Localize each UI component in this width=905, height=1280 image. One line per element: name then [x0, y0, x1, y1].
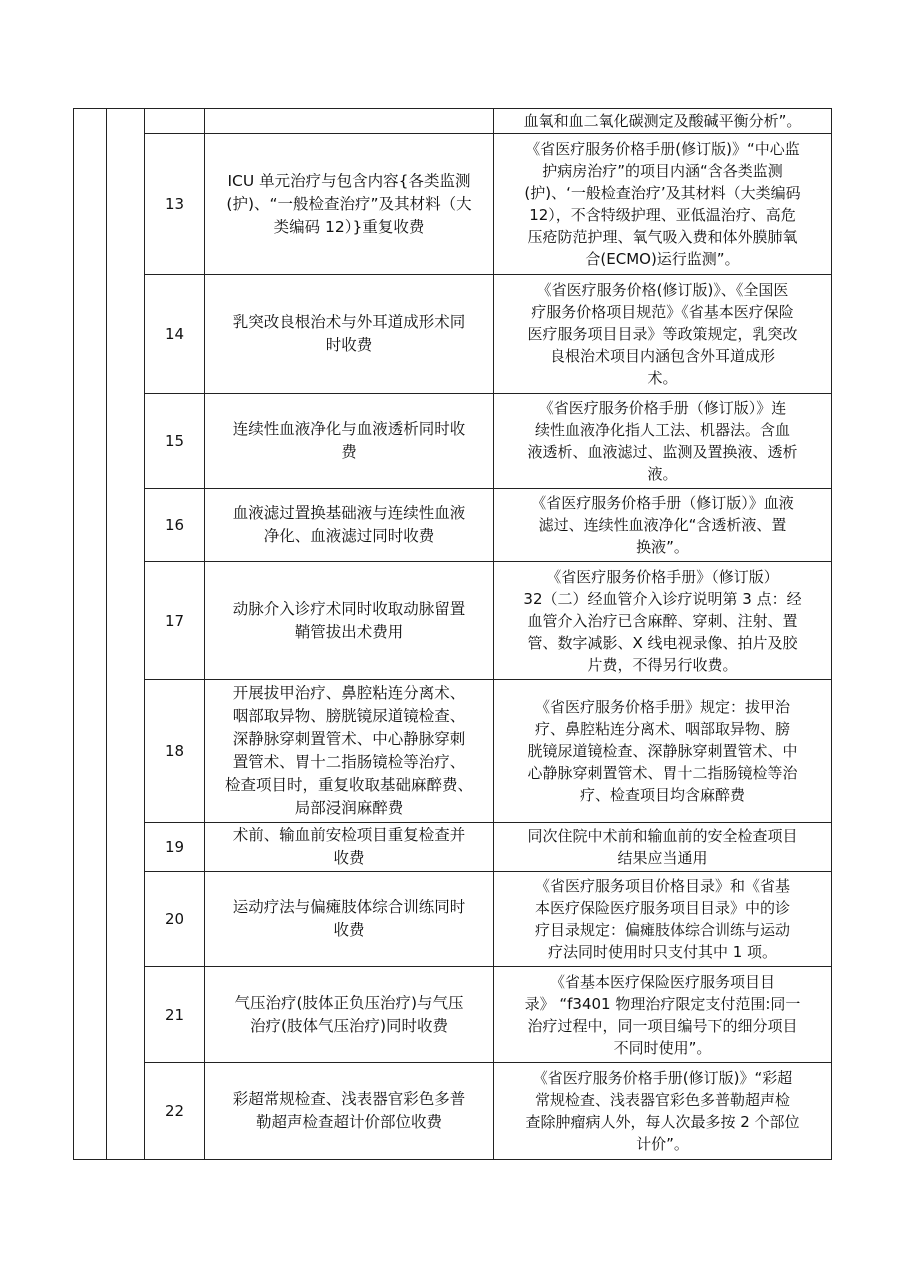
violation-item-line: 术前、输血前安检项目重复检查并 — [232, 826, 466, 844]
policy-basis-line: 常规检查、浅表器官彩色多普勒超声检 — [534, 1091, 790, 1109]
violation-item-line: 检查项目时，重复收取基础麻醉费、 — [224, 776, 473, 794]
policy-basis-line: 结果应当通用 — [617, 849, 708, 867]
violation-item-line: 乳突改良根治术与外耳道成形术同 — [232, 313, 466, 331]
violation-item-line: 时收费 — [325, 336, 373, 354]
policy-basis — [494, 275, 832, 394]
policy-basis-line: 《省医疗服务价格(修订版)》、《全国医 — [536, 281, 789, 299]
policy-basis-line: 不同时使用”。 — [613, 1038, 712, 1057]
row-number — [145, 109, 205, 134]
policy-basis-line: 压疮防范护理、氧气吸入费和体外膜肺氧 — [527, 228, 798, 246]
policy-basis-line: 滤过、连续性血液净化“含透析液、置 — [538, 516, 787, 534]
policy-basis — [494, 562, 832, 680]
policy-basis — [494, 967, 832, 1063]
policy-basis — [494, 134, 832, 275]
violation-item — [205, 1063, 494, 1160]
table-row — [74, 489, 832, 562]
policy-basis-line: 合(ECMO)运行监测”。 — [585, 250, 740, 268]
policy-basis-line: 续性血液净化指人工法、机器法。含血 — [534, 421, 790, 439]
violation-item — [205, 562, 494, 680]
policy-basis-line: 胱镜尿道镜检查、深静脉穿刺置管术、中 — [527, 742, 798, 760]
row-number: 13 — [145, 134, 205, 275]
policy-basis-line: 同次住院中术前和输血前的安全检查项目 — [527, 827, 798, 845]
policy-basis-line: 治疗过程中，同一项目编号下的细分项目 — [527, 1016, 798, 1035]
policy-basis-line: 《省医疗服务价格手册（修订版）》连 — [538, 399, 787, 417]
policy-basis-line: 计价”。 — [636, 1135, 689, 1153]
violation-item — [205, 109, 494, 134]
violation-item-line: 开展拔甲治疗、鼻腔粘连分离术、 — [232, 684, 466, 702]
row-number: 19 — [145, 823, 205, 872]
table-row — [74, 275, 832, 394]
violation-item-line: 彩超常规检查、浅表器官彩色多普 — [232, 1090, 466, 1108]
policy-basis-line: 疗、检查项目均含麻醉费 — [579, 786, 745, 804]
table-row — [74, 823, 832, 872]
policy-basis-line: 《省医疗服务价格手册》（修订版） — [546, 567, 779, 586]
policy-basis-line: 查除肿瘤病人外，每人次最多按 2 个部位 — [525, 1113, 800, 1131]
table-row — [74, 109, 832, 134]
violation-item — [205, 680, 494, 823]
policy-basis-line: 血氧和血二氧化碳测定及酸碱平衡分析”。 — [523, 112, 802, 130]
violation-item-line: 收费 — [333, 849, 365, 867]
subcategory-cell — [107, 109, 145, 1160]
violation-item-line: 鞘管拔出术费用 — [294, 622, 404, 641]
violation-item-line: 收费 — [333, 921, 365, 939]
policy-basis-line: 换液”。 — [636, 538, 689, 556]
row-number: 16 — [145, 489, 205, 562]
violation-item-line: 治疗(肢体气压治疗)同时收费 — [249, 1016, 449, 1035]
policy-basis-line: (护)、‘一般检查治疗’及其材料（大类编码 — [524, 184, 801, 202]
policy-basis-line: 《省基本医疗保险医疗服务项目目 — [549, 972, 775, 991]
table-row — [74, 680, 832, 823]
policy-basis-line: 液透析、血液滤过、监测及置换液、透析 — [527, 443, 798, 461]
violation-item — [205, 489, 494, 562]
table-row — [74, 1063, 832, 1160]
policy-basis-line: 录》 “f3401 物理治疗限定支付范围:同一 — [524, 994, 801, 1013]
policy-basis-line: 《省医疗服务价格手册(修订版)》“彩超 — [532, 1069, 793, 1087]
policy-basis-line: 血管介入治疗已含麻醉、穿刺、注射、置 — [527, 611, 798, 630]
table-row — [74, 134, 832, 275]
row-number: 20 — [145, 872, 205, 967]
violation-item — [205, 872, 494, 967]
row-number: 17 — [145, 562, 205, 680]
policy-basis-line: 心静脉穿刺置管术、胃十二指肠镜检等治 — [527, 764, 798, 782]
policy-basis-line: 疗服务价格项目规范》《省基本医疗保险 — [531, 303, 794, 321]
table-row — [74, 394, 832, 489]
violation-item-line: 类编码 12）}重复收费 — [273, 217, 425, 236]
violation-item-line: ICU 单元治疗与包含内容{各类监测 — [227, 171, 471, 190]
policy-basis-line: 良根治术项目内涵包含外耳道成形 — [549, 347, 775, 365]
violation-item — [205, 823, 494, 872]
violation-item-line: 局部浸润麻醉费 — [294, 799, 404, 817]
policy-basis — [494, 872, 832, 967]
violation-item-line: 费 — [341, 443, 357, 461]
violation-item — [205, 394, 494, 489]
violation-item-line: 运动疗法与偏瘫肢体综合训练同时 — [232, 898, 466, 916]
policy-basis-line: 《省医疗服务价格手册（修订版）》血液 — [531, 494, 794, 512]
violation-item-line: 深静脉穿刺置管术、中心静脉穿刺 — [232, 730, 466, 748]
violation-item-line: 连续性血液净化与血液透析同时收 — [232, 420, 466, 438]
policy-basis — [494, 489, 832, 562]
policy-basis — [494, 1063, 832, 1160]
policy-basis-line: 疗、鼻腔粘连分离术、咽部取异物、膀 — [534, 720, 790, 738]
policy-basis-line: 12），不含特级护理、亚低温治疗、高危 — [529, 206, 796, 224]
policy-basis-line: 32（二）经血管介入诊疗说明第 3 点：经 — [523, 589, 802, 608]
violation-item — [205, 134, 494, 275]
violation-item-line: 气压治疗(肢体正负压治疗)与气压 — [234, 993, 464, 1012]
violation-item-line: 动脉介入诊疗术同时收取动脉留置 — [232, 599, 466, 618]
policy-basis-line: 医疗服务项目目录》等政策规定，乳突改 — [527, 325, 798, 343]
policy-basis-line: 片费，不得另行收费。 — [587, 655, 738, 674]
policy-basis-line: 《省医疗服务价格手册》规定：拔甲治 — [534, 698, 790, 716]
violation-item — [205, 967, 494, 1063]
policy-basis-line: 本医疗保险医疗服务项目目录》中的诊 — [534, 899, 790, 917]
row-number: 15 — [145, 394, 205, 489]
row-number: 18 — [145, 680, 205, 823]
violation-item-line: 勒超声检查超计价部位收费 — [255, 1113, 442, 1131]
policy-basis-line: 《省医疗服务项目价格目录》和《省基 — [534, 877, 790, 895]
row-number: 22 — [145, 1063, 205, 1160]
policy-table-body — [74, 109, 832, 1160]
table-row — [74, 967, 832, 1063]
policy-basis-line: 疗法同时使用时只支付其中 1 项。 — [547, 943, 778, 961]
category-cell — [74, 109, 107, 1160]
violation-item-line: 置管术、胃十二指肠镜检等治疗、 — [232, 753, 466, 771]
row-number: 21 — [145, 967, 205, 1063]
policy-basis-line: 术。 — [647, 369, 678, 387]
policy-table — [73, 108, 832, 1160]
violation-item-line: (护)、“一般检查治疗”及其材料（大 — [226, 194, 472, 213]
policy-basis-line: 液。 — [647, 465, 678, 483]
policy-basis — [494, 680, 832, 823]
table-row — [74, 562, 832, 680]
policy-basis — [494, 109, 832, 134]
policy-basis — [494, 394, 832, 489]
policy-basis-line: 疗目录规定：偏瘫肢体综合训练与运动 — [534, 921, 790, 939]
violation-item — [205, 275, 494, 394]
violation-item-line: 咽部取异物、膀胱镜尿道镜检查、 — [232, 707, 466, 725]
policy-basis — [494, 823, 832, 872]
policy-basis-line: 护病房治疗”的项目内涵“含各类监测 — [542, 162, 783, 180]
policy-basis-line: 管、数字减影、X 线电视录像、拍片及胶 — [527, 633, 798, 652]
row-number: 14 — [145, 275, 205, 394]
policy-basis-line: 《省医疗服务价格手册(修订版)》“中心监 — [525, 140, 800, 158]
violation-item-line: 血液滤过置换基础液与连续性血液 — [232, 504, 466, 522]
violation-item-line: 净化、血液滤过同时收费 — [263, 527, 435, 545]
table-row — [74, 872, 832, 967]
